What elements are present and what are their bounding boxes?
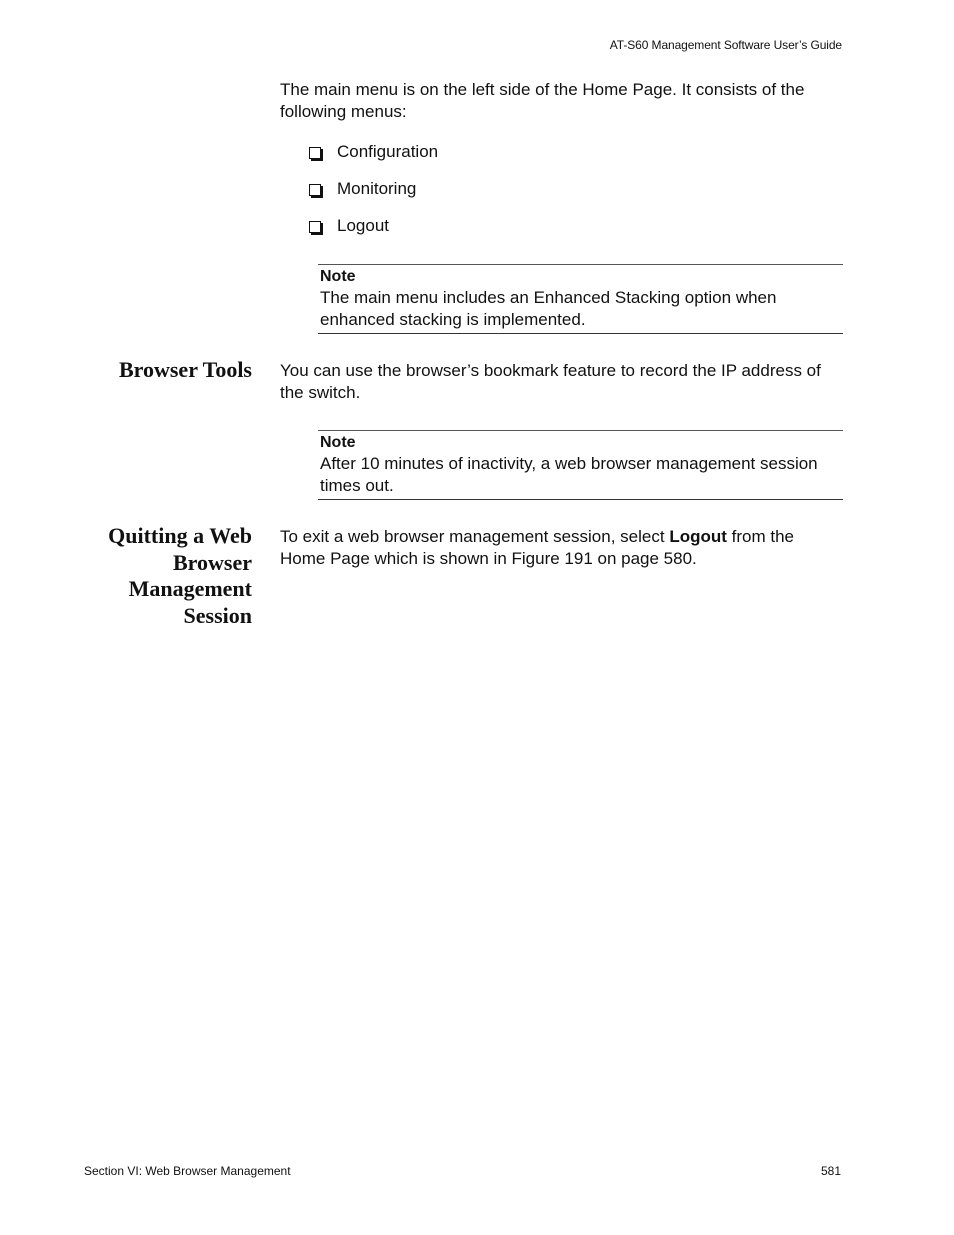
heading-line: Quitting a Web [108,523,252,548]
list-item [307,215,438,252]
quitting-text-start: To exit a web browser management session, select [280,527,670,546]
checkbox-bullet-icon [309,184,321,196]
browser-tools-paragraph: You can use the browser’s bookmark feature to record the IP address of the switch. [280,361,821,402]
quitting-paragraph [280,526,840,570]
page-number: 581 [820,1164,841,1178]
logout-keyword: Logout [669,527,727,546]
footer-section: Section VI: Web Browser Management [84,1164,291,1178]
list-item-label: Logout [337,216,389,235]
section-heading-browser-tools: Browser Tools [118,357,252,382]
list-item-label: Configuration [337,142,439,161]
note-text: The main menu includes an Enhanced Stacking option when enhanced stacking is implemented. [320,288,777,329]
note-box [318,430,843,500]
intro-paragraph: The main menu is on the left side of the Home Page. It consists of the following menus: [280,80,805,121]
checkbox-bullet-icon [309,147,321,159]
heading-line: Management [128,576,252,601]
quitting-text-end: from the Home Page which is shown in Figure 191 on page 580. [280,527,794,568]
note-box [318,264,843,334]
heading-line: Session [183,602,252,628]
list-item-label: Monitoring [337,179,417,198]
list-item [307,178,438,215]
list-item [307,141,438,178]
note-title: Note [320,434,356,451]
note-title: Note [320,268,356,285]
menu-list [307,141,438,252]
running-header: AT-S60 Management Software User’s Guide [609,38,842,52]
section-heading-quitting [52,523,252,629]
heading-line: Browser [172,549,252,575]
checkbox-bullet-icon [309,221,321,233]
note-text: After 10 minutes of inactivity, a web browser management session times out. [320,454,818,495]
